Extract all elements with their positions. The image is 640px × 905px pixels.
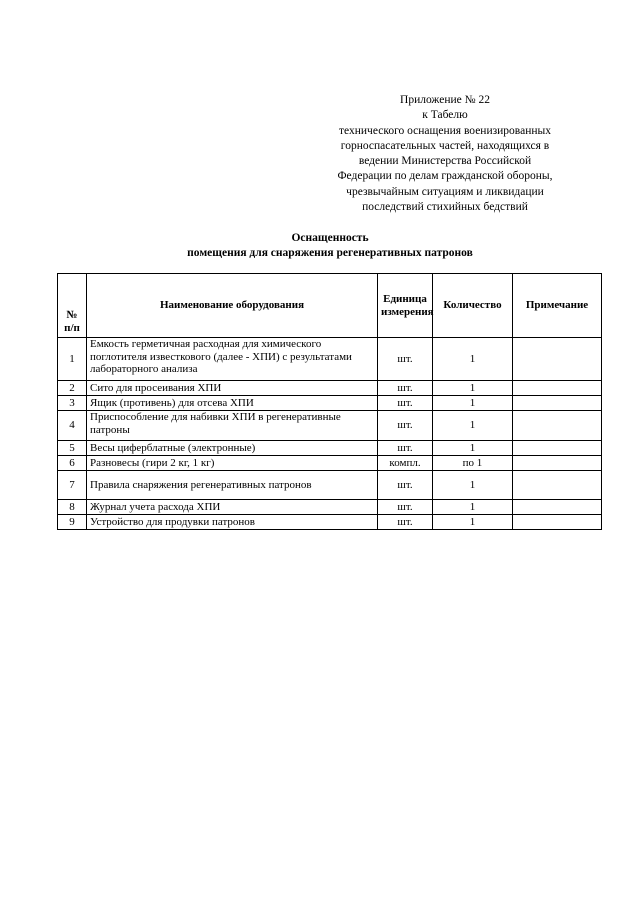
title-line-1: Оснащенность: [291, 232, 369, 244]
row-unit: компл.: [378, 456, 433, 471]
row-unit: шт.: [378, 381, 433, 396]
row-num: 5: [58, 441, 87, 456]
appendix-line: технического оснащения военизированных: [339, 124, 551, 137]
row-note: [513, 396, 602, 411]
row-name: Устройство для продувки патронов: [87, 515, 378, 530]
header-note: Примечание: [513, 274, 602, 338]
row-qty: 1: [433, 441, 513, 456]
row-qty: по 1: [433, 456, 513, 471]
appendix-line: Приложение № 22: [400, 94, 490, 106]
row-unit: шт.: [378, 338, 433, 381]
row-name: Приспособление для набивки ХПИ в регенеративные патроны: [87, 411, 378, 441]
table-row: [58, 456, 602, 471]
row-unit: шт.: [378, 441, 433, 456]
row-num: 6: [58, 456, 87, 471]
appendix-line: Федерации по делам гражданской обороны,: [337, 170, 553, 183]
document-title: [60, 231, 600, 261]
row-num: 8: [58, 500, 87, 515]
row-unit: шт.: [378, 411, 433, 441]
row-qty: 1: [433, 515, 513, 530]
row-note: [513, 411, 602, 441]
appendix-line: ведении Министерства Российской: [358, 155, 532, 168]
table-row: [58, 515, 602, 530]
table-row: [58, 500, 602, 515]
row-num: 2: [58, 381, 87, 396]
table-header-row: [58, 274, 602, 338]
table-row: [58, 441, 602, 456]
header-name: Наименование оборудования: [87, 274, 378, 338]
table-row: [58, 396, 602, 411]
appendix-header: [300, 93, 590, 215]
title-line-2: помещения для снаряжения регенеративных патронов: [187, 247, 473, 259]
table-row: [58, 338, 602, 381]
row-name: Журнал учета расхода ХПИ: [87, 500, 378, 515]
row-name: Весы циферблатные (электронные): [87, 441, 378, 456]
row-num: 9: [58, 515, 87, 530]
row-note: [513, 441, 602, 456]
row-num: 7: [58, 471, 87, 500]
row-note: [513, 338, 602, 381]
header-num: № п/п: [58, 274, 87, 338]
row-qty: 1: [433, 411, 513, 441]
row-name: Сито для просеивания ХПИ: [87, 381, 378, 396]
row-name: Ящик (противень) для отсева ХПИ: [87, 396, 378, 411]
row-note: [513, 500, 602, 515]
header-qty: Количество: [433, 274, 513, 338]
row-unit: шт.: [378, 396, 433, 411]
table-row: [58, 471, 602, 500]
table-row: [58, 411, 602, 441]
row-name: Емкость герметичная расходная для химического поглотителя известкового (далее - ХПИ) с результатами лабораторного анализа: [87, 338, 378, 381]
appendix-line: чрезвычайным ситуациям и ликвидации: [346, 185, 544, 198]
header-unit: Единица измерения: [378, 274, 433, 338]
row-unit: шт.: [378, 471, 433, 500]
row-note: [513, 515, 602, 530]
row-name: Разновесы (гири 2 кг, 1 кг): [87, 456, 378, 471]
row-num: 1: [58, 338, 87, 381]
row-qty: 1: [433, 500, 513, 515]
row-qty: 1: [433, 471, 513, 500]
appendix-line: к Табелю: [422, 109, 468, 122]
equipment-table: [57, 273, 602, 530]
row-unit: шт.: [378, 500, 433, 515]
row-note: [513, 456, 602, 471]
row-qty: 1: [433, 381, 513, 396]
table-row: [58, 381, 602, 396]
appendix-line: горноспасательных частей, находящихся в: [340, 139, 550, 152]
row-num: 4: [58, 411, 87, 441]
row-note: [513, 381, 602, 396]
row-qty: 1: [433, 396, 513, 411]
row-name: Правила снаряжения регенеративных патронов: [87, 471, 378, 500]
row-note: [513, 471, 602, 500]
appendix-line: последствий стихийных бедствий: [362, 201, 528, 214]
row-num: 3: [58, 396, 87, 411]
row-unit: шт.: [378, 515, 433, 530]
row-qty: 1: [433, 338, 513, 381]
